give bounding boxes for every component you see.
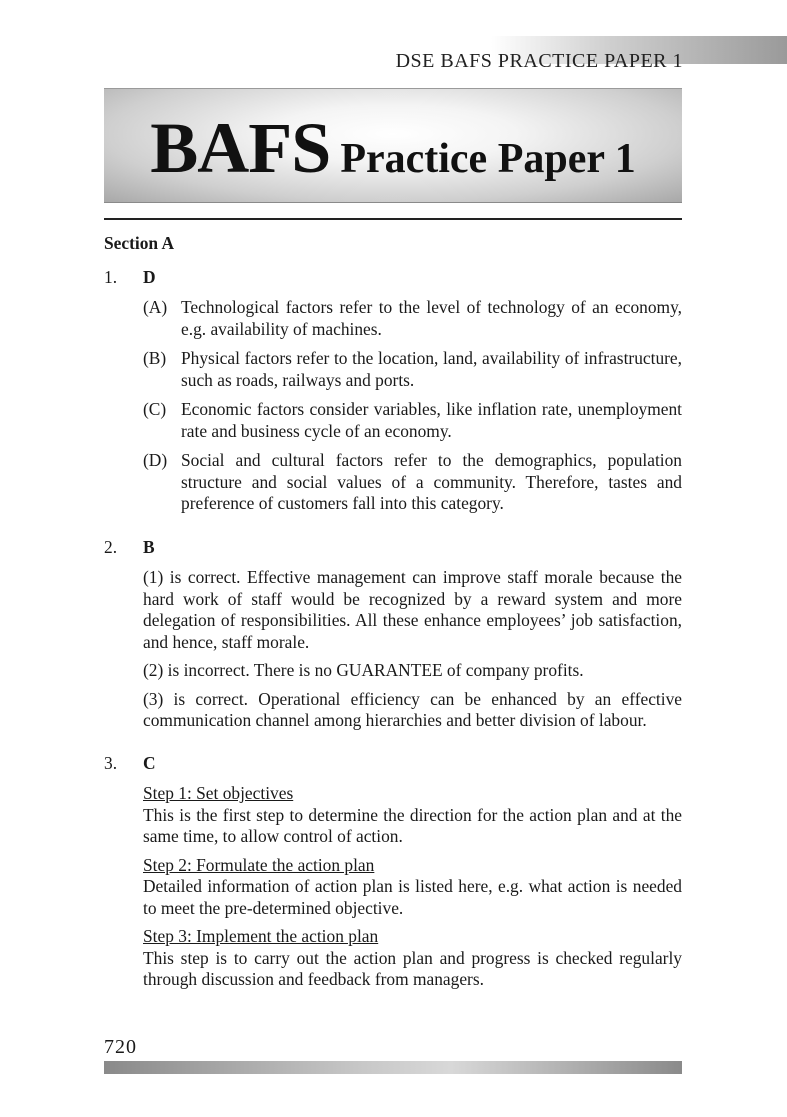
question-number: 1. (104, 266, 118, 287)
option-label: (A) (143, 297, 168, 317)
option-item (143, 450, 682, 515)
step-title: Step 1: Set objectives (143, 783, 294, 803)
question-answer: C (143, 752, 156, 773)
option-text: Economic factors consider variables, like inflation rate, unemployment rate and business cycle of an economy. (181, 399, 682, 441)
page-number: 720 (104, 1036, 137, 1058)
step-body: Detailed information of action plan is listed here, e.g. what action is needed to meet the pre-determined objective. (143, 876, 682, 918)
footer-decor-bar (104, 1061, 682, 1074)
page-title (104, 107, 682, 190)
option-text: Physical factors refer to the location, land, availability of infrastructure, such as roads, railways and ports. (181, 348, 682, 390)
option-text: Technological factors refer to the level of technology of an economy, e.g. availability of machines. (181, 297, 682, 339)
question-1 (104, 267, 682, 515)
question-2 (104, 537, 682, 732)
step-title: Step 3: Implement the action plan (143, 926, 379, 946)
option-label: (B) (143, 348, 167, 368)
option-label: (D) (143, 450, 168, 470)
title-main: BAFS (150, 108, 331, 188)
title-banner (104, 88, 682, 203)
explanation-paragraph: (2) is incorrect. There is no GUARANTEE of company profits. (143, 660, 584, 680)
option-text: Social and cultural factors refer to the demographics, population structure and social values of a community. Therefore, tastes and preference of customers fall into this category. (181, 450, 682, 513)
section-title: Section A (104, 233, 175, 253)
option-label: (C) (143, 399, 167, 419)
question-answer: D (143, 266, 156, 287)
step-title: Step 2: Formulate the action plan (143, 854, 375, 875)
option-item (143, 399, 682, 442)
question-number: 3. (104, 752, 118, 773)
question-answer: B (143, 536, 155, 557)
title-divider (104, 218, 682, 220)
step-body: This is the first step to determine the direction for the action plan and at the same time, to allow control of action. (143, 804, 682, 846)
option-item (143, 297, 682, 340)
title-sub: Practice Paper 1 (340, 136, 636, 182)
explanation-paragraph: (1) is correct. Effective management can improve staff morale because the hard work of staff would be recognized by a reward system and more delegation of responsibilities. All these enhance employees’ job satisfaction, and hence, staff morale. (143, 567, 682, 652)
step-body: This step is to carry out the action plan and progress is checked regularly through discussion and feedback from managers. (143, 947, 682, 989)
question-3 (104, 753, 682, 991)
option-item (143, 348, 682, 391)
running-header: DSE BAFS PRACTICE PAPER 1 (395, 50, 683, 72)
answer-content (104, 233, 682, 998)
question-number: 2. (104, 536, 118, 557)
explanation-paragraph: (3) is correct. Operational efficiency can be enhanced by an effective communication channel among hierarchies and better division of labour. (143, 688, 682, 730)
